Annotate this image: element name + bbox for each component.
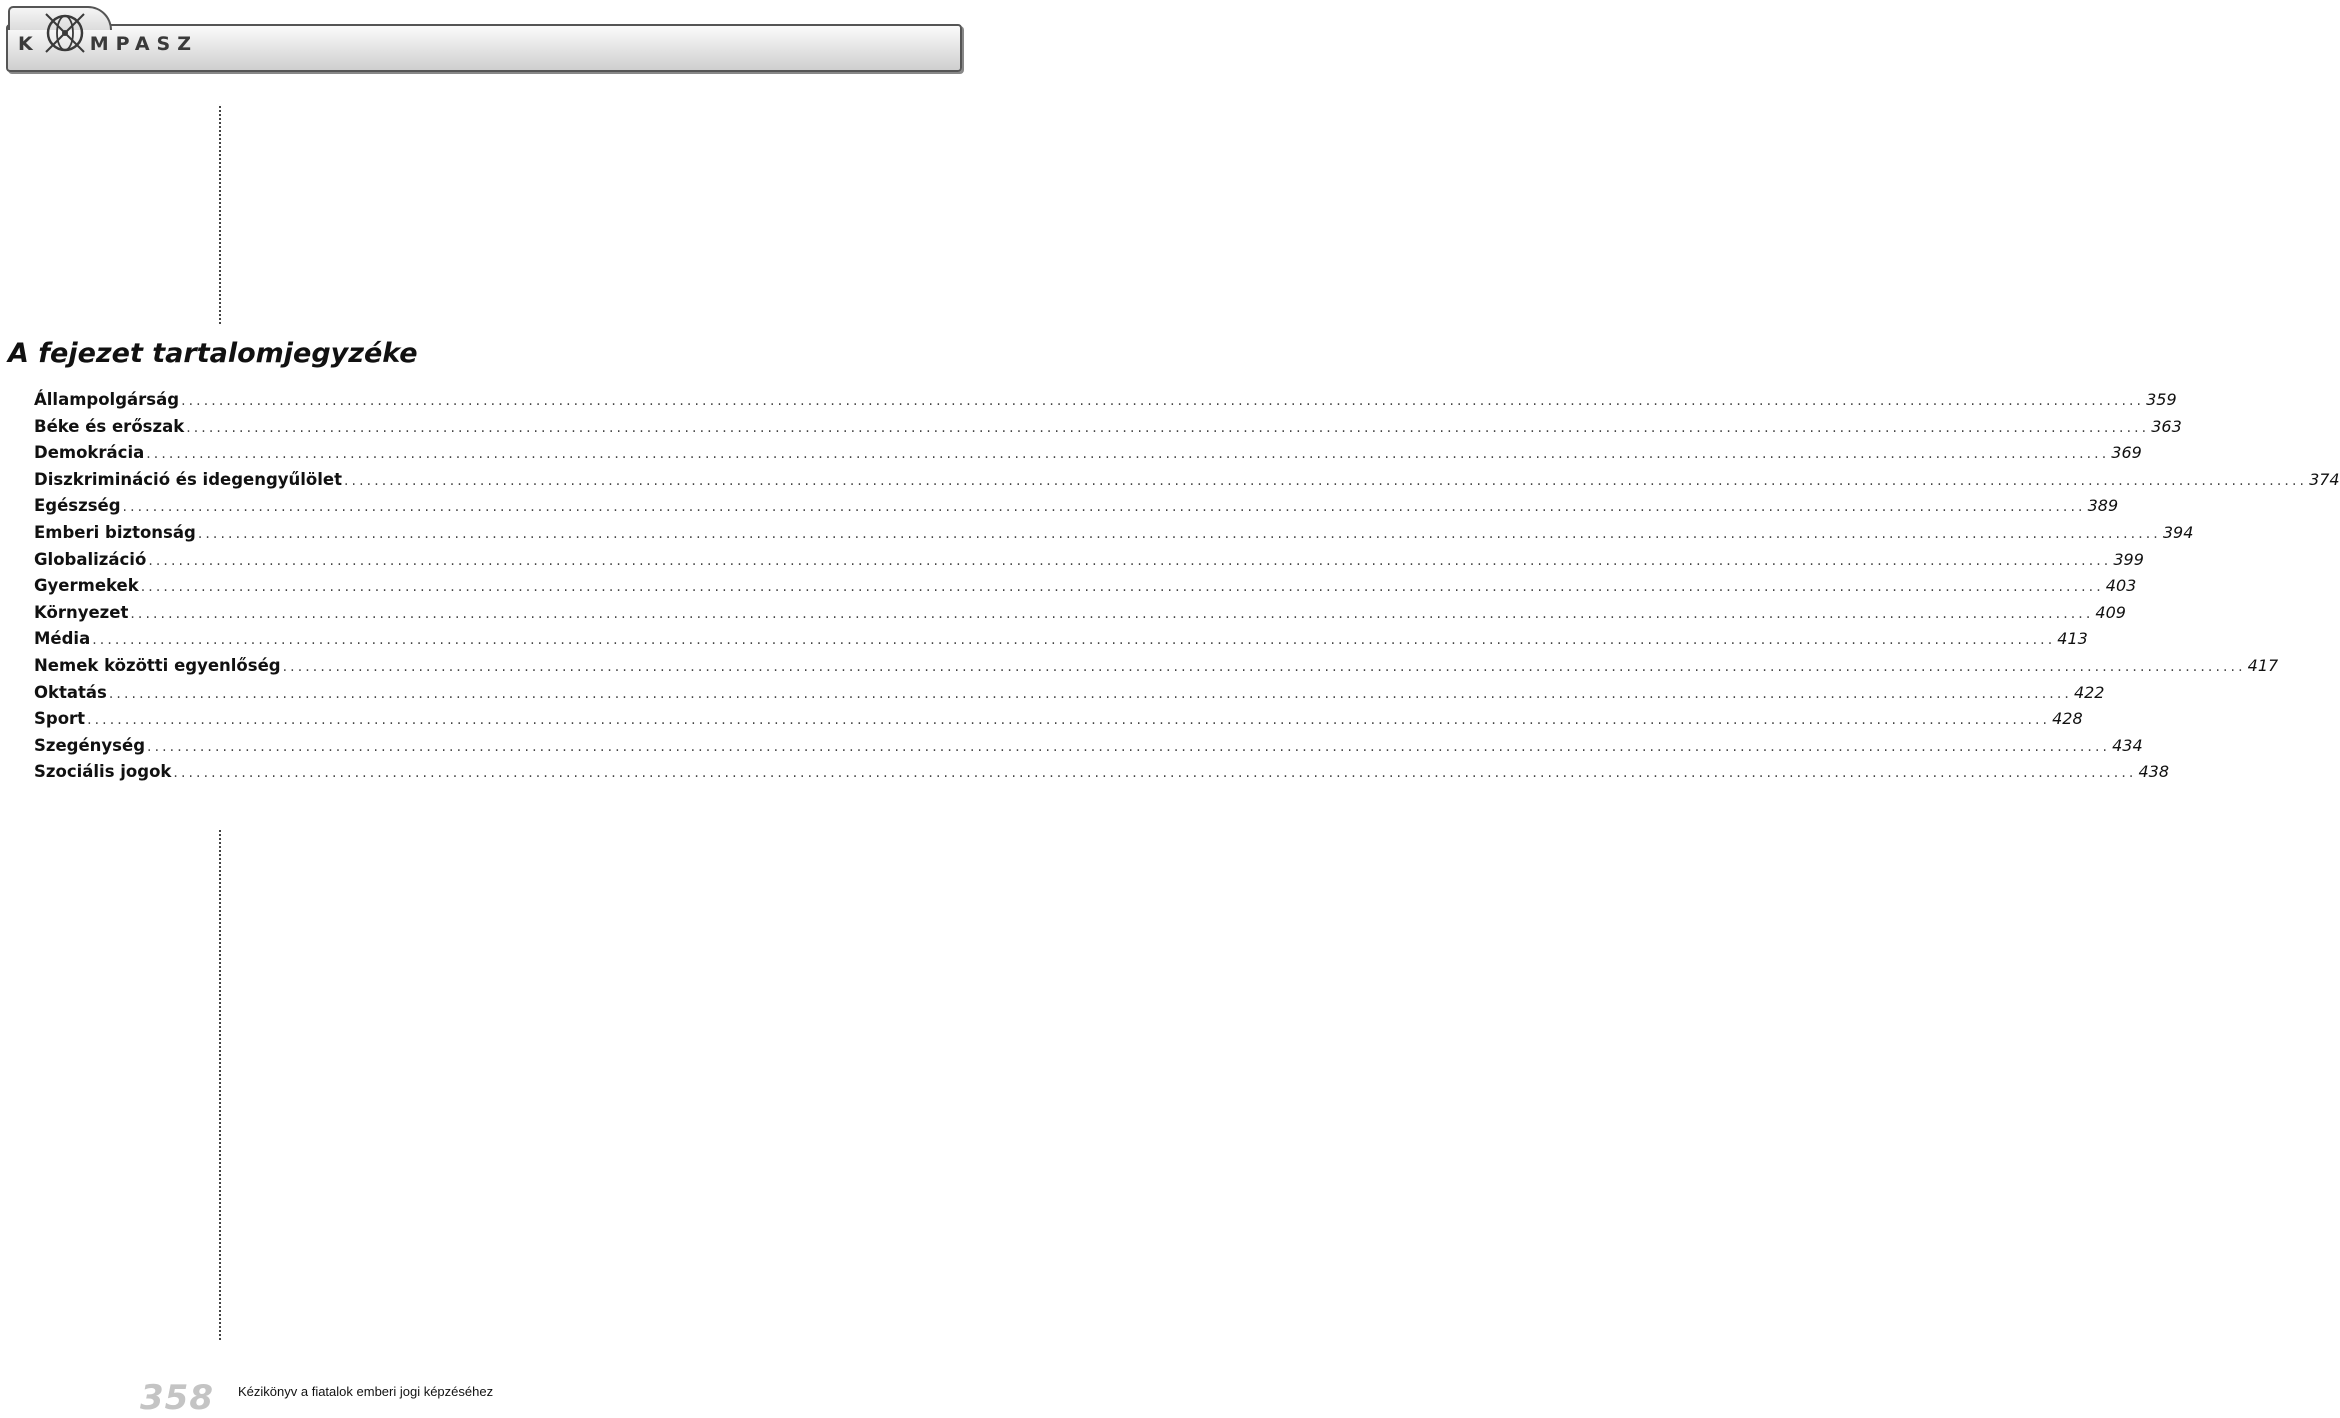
toc-dot-leader: .................................................................................................................................................................................................................................................................... [92,632,2056,649]
toc-entry[interactable] [34,735,2143,763]
toc-entry[interactable] [34,416,2182,444]
kompasz-logo [18,32,198,56]
toc-entry-page: 428 [2052,709,2083,729]
toc-entry-page: 413 [2057,629,2088,649]
toc-entry-label: Béke és erőszak [34,416,185,436]
logo-letters-rest: MPASZ [89,33,198,55]
toc-entry[interactable] [34,629,2088,656]
page-number: 358 [140,1378,214,1418]
toc-entry-page: 374 [2309,469,2340,489]
toc-dot-leader: .................................................................................................................................................................................................................................................................... [108,685,2072,702]
toc-entry-label: Média [34,629,91,649]
logo-letter-k: K [18,33,40,55]
toc-entry[interactable] [34,762,2169,789]
compass-globe-icon [42,10,88,56]
header-banner [6,24,962,72]
toc-entry[interactable] [34,549,2144,577]
toc-entry-label: Globalizáció [34,549,147,569]
toc-dot-leader: .................................................................................................................................................................................................................................................................... [173,765,2137,782]
toc-entry-label: Sport [34,709,86,729]
toc-entry-label: Szegénység [34,735,146,755]
toc-entry-label: Nemek közötti egyenlőség [34,655,281,675]
toc-entry-page: 438 [2138,762,2169,782]
toc-entry-label: Diszkrimináció és idegengyűlölet [34,469,342,489]
toc-entry-label: Demokrácia [34,443,145,463]
toc-entry-label: Egészség [34,496,121,516]
toc-entry-label: Állampolgárság [34,390,180,409]
toc-entry-page: 409 [2095,602,2126,622]
toc-dot-leader: .................................................................................................................................................................................................................................................................... [181,393,2145,409]
toc-entry[interactable] [34,682,2105,710]
toc-entry-page: 359 [2146,390,2177,409]
toc-dot-leader: .................................................................................................................................................................................................................................................................... [148,552,2112,569]
toc-entry-label: Szociális jogok [34,762,172,782]
toc-dot-leader: .................................................................................................................................................................................................................................................................... [146,446,2110,463]
toc-entry-page: 399 [2113,549,2144,569]
toc-entry[interactable] [34,709,2083,736]
toc-entry-page: 434 [2112,735,2143,755]
toc-entry-page: 389 [2087,496,2119,516]
toc-entry[interactable] [34,443,2142,470]
dotted-rule-top [219,106,221,324]
toc-entry[interactable] [34,496,2119,523]
toc-entry[interactable] [34,522,2194,550]
toc-dot-leader: .................................................................................................................................................................................................................................................................... [282,658,2246,675]
toc-dot-leader: .................................................................................................................................................................................................................................................................... [344,472,2308,489]
toc-dot-leader: .................................................................................................................................................................................................................................................................... [147,738,2111,755]
footer-text: Kézikönyv a fiatalok emberi jogi képzéséhez [238,1384,494,1399]
toc-entry-label: Emberi biztonság [34,522,196,542]
toc-entry-label: Gyermekek [34,576,139,596]
toc-entry[interactable] [34,576,2137,603]
page-title: A fejezet tartalomjegyzéke [8,338,418,369]
toc-entry-label: Környezet [34,602,129,622]
toc-entry-page: 394 [2162,522,2194,542]
toc-dot-leader: .................................................................................................................................................................................................................................................................... [197,525,2161,542]
toc-entry-page: 369 [2111,443,2142,463]
toc-dot-leader: .................................................................................................................................................................................................................................................................... [130,605,2094,622]
toc-entry[interactable] [34,602,2126,630]
toc-entry-page: 417 [2247,655,2279,675]
toc-entry-page: 422 [2073,682,2105,702]
toc-dot-leader: .................................................................................................................................................................................................................................................................... [87,712,2051,729]
toc-dot-leader: .................................................................................................................................................................................................................................................................... [186,419,2150,436]
toc-entry-page: 403 [2105,576,2137,596]
toc-entry-page: 363 [2151,416,2182,436]
toc-entry[interactable] [34,469,2340,497]
toc-dot-leader: .................................................................................................................................................................................................................................................................... [122,499,2086,516]
toc-dot-leader: .................................................................................................................................................................................................................................................................... [140,579,2104,596]
table-of-contents [34,390,2340,789]
toc-entry[interactable] [34,655,2279,683]
toc-entry-label: Oktatás [34,682,107,702]
toc-entry[interactable] [34,390,2177,417]
dotted-rule-bottom [219,830,221,1340]
